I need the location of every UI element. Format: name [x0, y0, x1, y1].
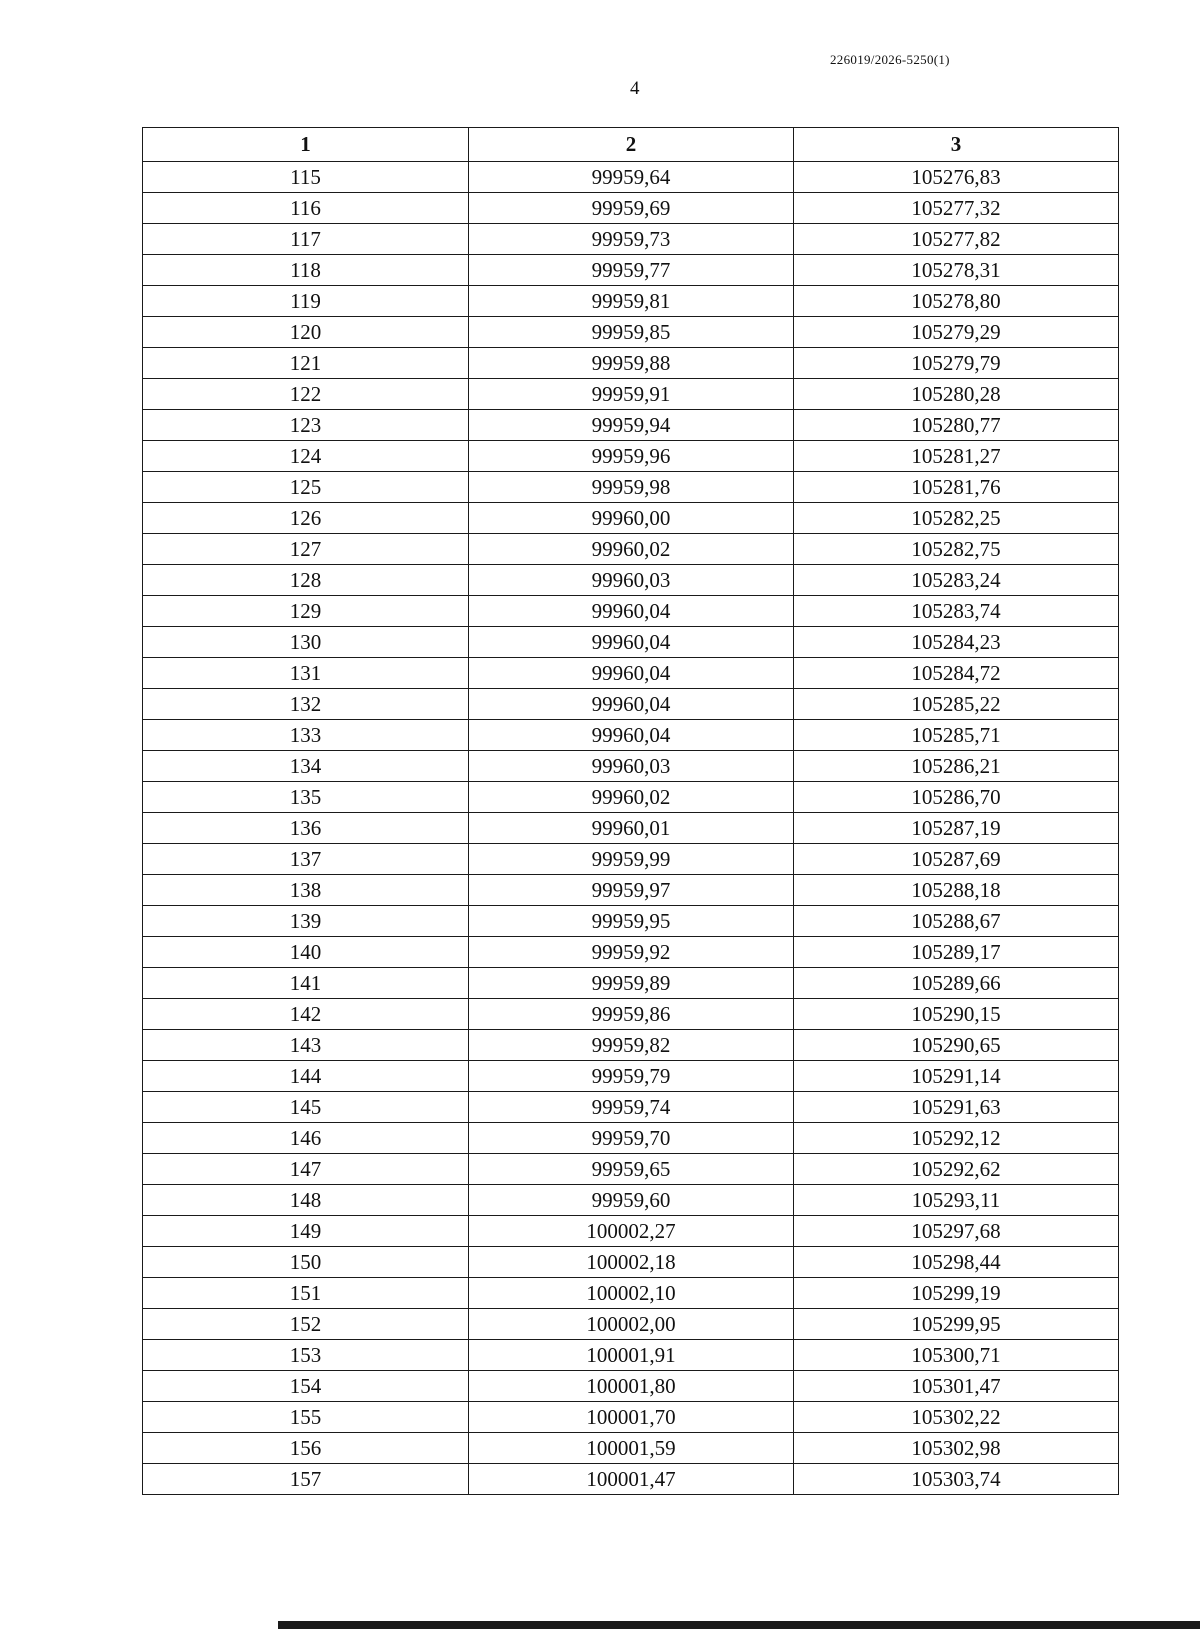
table-cell-col3: 105285,22: [794, 689, 1119, 720]
table-row: [143, 1061, 1119, 1092]
table-cell-col1: 150: [143, 1247, 469, 1278]
table-cell-col1: 125: [143, 472, 469, 503]
table-cell-col1: 146: [143, 1123, 469, 1154]
table-cell-col1: 130: [143, 627, 469, 658]
table-row: [143, 906, 1119, 937]
table-cell-col2: 99959,99: [469, 844, 794, 875]
table-cell-col2: 99960,01: [469, 813, 794, 844]
table-row: [143, 1154, 1119, 1185]
table-cell-col3: 105283,74: [794, 596, 1119, 627]
table-row: [143, 1030, 1119, 1061]
table-row: [143, 534, 1119, 565]
table-cell-col3: 105279,79: [794, 348, 1119, 379]
table-cell-col1: 131: [143, 658, 469, 689]
table-cell-col1: 126: [143, 503, 469, 534]
table-cell-col2: 100001,70: [469, 1402, 794, 1433]
table-cell-col2: 100001,91: [469, 1340, 794, 1371]
table-cell-col1: 148: [143, 1185, 469, 1216]
table-cell-col3: 105278,31: [794, 255, 1119, 286]
table-row: [143, 317, 1119, 348]
column-header-3: 3: [794, 128, 1119, 162]
table-cell-col3: 105299,95: [794, 1309, 1119, 1340]
scan-edge-bar: [278, 1621, 1200, 1629]
table-cell-col1: 118: [143, 255, 469, 286]
table-cell-col1: 122: [143, 379, 469, 410]
table-cell-col2: 100002,18: [469, 1247, 794, 1278]
table-cell-col3: 105278,80: [794, 286, 1119, 317]
table-row: [143, 596, 1119, 627]
table-cell-col3: 105282,25: [794, 503, 1119, 534]
table-cell-col2: 99959,92: [469, 937, 794, 968]
table-cell-col3: 105293,11: [794, 1185, 1119, 1216]
table-body: [143, 162, 1119, 1495]
table-cell-col2: 99959,89: [469, 968, 794, 999]
table-row: [143, 286, 1119, 317]
table-cell-col3: 105285,71: [794, 720, 1119, 751]
table-cell-col1: 117: [143, 224, 469, 255]
table-cell-col2: 99960,04: [469, 596, 794, 627]
column-header-2: 2: [469, 128, 794, 162]
table-row: [143, 720, 1119, 751]
table-cell-col2: 99960,02: [469, 782, 794, 813]
table-cell-col3: 105276,83: [794, 162, 1119, 193]
table-cell-col2: 99959,96: [469, 441, 794, 472]
table-row: [143, 1092, 1119, 1123]
table-cell-col2: 100002,10: [469, 1278, 794, 1309]
table-header-row: [143, 128, 1119, 162]
document-id: 226019/2026-5250(1): [830, 52, 950, 67]
table-row: [143, 1185, 1119, 1216]
table-cell-col2: 99960,04: [469, 627, 794, 658]
table-cell-col1: 123: [143, 410, 469, 441]
table-cell-col1: 141: [143, 968, 469, 999]
table-row: [143, 937, 1119, 968]
table-cell-col3: 105277,32: [794, 193, 1119, 224]
table-cell-col3: 105279,29: [794, 317, 1119, 348]
table-cell-col3: 105289,17: [794, 937, 1119, 968]
table-cell-col2: 99959,74: [469, 1092, 794, 1123]
table-cell-col3: 105299,19: [794, 1278, 1119, 1309]
table-cell-col2: 100001,47: [469, 1464, 794, 1495]
table-row: [143, 813, 1119, 844]
table-cell-col3: 105298,44: [794, 1247, 1119, 1278]
table-cell-col3: 105287,69: [794, 844, 1119, 875]
table-cell-col2: 99960,04: [469, 658, 794, 689]
table-cell-col2: 99960,03: [469, 751, 794, 782]
table-cell-col1: 136: [143, 813, 469, 844]
table-cell-col3: 105292,12: [794, 1123, 1119, 1154]
table-cell-col1: 152: [143, 1309, 469, 1340]
table-row: [143, 410, 1119, 441]
table-row: [143, 1123, 1119, 1154]
table-row: [143, 658, 1119, 689]
table-cell-col3: 105281,27: [794, 441, 1119, 472]
table-cell-col1: 127: [143, 534, 469, 565]
table-cell-col3: 105288,18: [794, 875, 1119, 906]
table-cell-col2: 100002,27: [469, 1216, 794, 1247]
table-cell-col1: 133: [143, 720, 469, 751]
table-row: [143, 968, 1119, 999]
table-cell-col1: 156: [143, 1433, 469, 1464]
table-row: [143, 224, 1119, 255]
table-cell-col2: 99959,60: [469, 1185, 794, 1216]
table-row: [143, 1278, 1119, 1309]
table-cell-col1: 121: [143, 348, 469, 379]
table-cell-col3: 105290,15: [794, 999, 1119, 1030]
table-cell-col3: 105287,19: [794, 813, 1119, 844]
table-cell-col2: 99959,95: [469, 906, 794, 937]
column-header-1: 1: [143, 128, 469, 162]
table-row: [143, 875, 1119, 906]
table-row: [143, 1247, 1119, 1278]
table-row: [143, 379, 1119, 410]
table-cell-col1: 135: [143, 782, 469, 813]
table-row: [143, 193, 1119, 224]
table-cell-col1: 147: [143, 1154, 469, 1185]
table-cell-col1: 155: [143, 1402, 469, 1433]
table-cell-col3: 105280,77: [794, 410, 1119, 441]
table-row: [143, 999, 1119, 1030]
table-cell-col2: 99959,82: [469, 1030, 794, 1061]
table-row: [143, 689, 1119, 720]
table-cell-col2: 100001,80: [469, 1371, 794, 1402]
table-row: [143, 503, 1119, 534]
table-cell-col2: 99959,88: [469, 348, 794, 379]
table-cell-col1: 120: [143, 317, 469, 348]
table-cell-col2: 99959,69: [469, 193, 794, 224]
table-cell-col2: 99959,73: [469, 224, 794, 255]
table-cell-col1: 129: [143, 596, 469, 627]
table-row: [143, 348, 1119, 379]
table-cell-col3: 105281,76: [794, 472, 1119, 503]
table-cell-col1: 149: [143, 1216, 469, 1247]
table-row: [143, 1216, 1119, 1247]
table-cell-col1: 140: [143, 937, 469, 968]
table-cell-col3: 105289,66: [794, 968, 1119, 999]
table-row: [143, 472, 1119, 503]
coordinates-table: [142, 127, 1119, 1495]
table-cell-col2: 99959,65: [469, 1154, 794, 1185]
table-cell-col1: 157: [143, 1464, 469, 1495]
table-row: [143, 1433, 1119, 1464]
table-row: [143, 565, 1119, 596]
table-cell-col2: 99959,98: [469, 472, 794, 503]
table-cell-col3: 105286,21: [794, 751, 1119, 782]
table-cell-col2: 100002,00: [469, 1309, 794, 1340]
table-row: [143, 1340, 1119, 1371]
table-cell-col2: 99959,91: [469, 379, 794, 410]
table-cell-col2: 99960,00: [469, 503, 794, 534]
table-row: [143, 751, 1119, 782]
table-cell-col1: 115: [143, 162, 469, 193]
table-cell-col3: 105282,75: [794, 534, 1119, 565]
table-row: [143, 844, 1119, 875]
table-cell-col3: 105291,14: [794, 1061, 1119, 1092]
table-cell-col3: 105303,74: [794, 1464, 1119, 1495]
table-cell-col1: 142: [143, 999, 469, 1030]
table-row: [143, 1371, 1119, 1402]
table-cell-col3: 105291,63: [794, 1092, 1119, 1123]
table-cell-col1: 154: [143, 1371, 469, 1402]
table-row: [143, 255, 1119, 286]
table-cell-col2: 99960,04: [469, 720, 794, 751]
table-cell-col1: 143: [143, 1030, 469, 1061]
table-cell-col3: 105302,22: [794, 1402, 1119, 1433]
table-cell-col1: 139: [143, 906, 469, 937]
table-cell-col3: 105302,98: [794, 1433, 1119, 1464]
table-cell-col3: 105286,70: [794, 782, 1119, 813]
table-cell-col3: 105284,72: [794, 658, 1119, 689]
table-row: [143, 1309, 1119, 1340]
table-cell-col3: 105301,47: [794, 1371, 1119, 1402]
table-row: [143, 441, 1119, 472]
table-cell-col1: 116: [143, 193, 469, 224]
table-cell-col1: 134: [143, 751, 469, 782]
table-cell-col1: 128: [143, 565, 469, 596]
table-cell-col3: 105288,67: [794, 906, 1119, 937]
table-cell-col3: 105283,24: [794, 565, 1119, 596]
table-cell-col2: 99960,04: [469, 689, 794, 720]
table-row: [143, 162, 1119, 193]
table-cell-col1: 144: [143, 1061, 469, 1092]
table-cell-col2: 100001,59: [469, 1433, 794, 1464]
table-cell-col2: 99959,70: [469, 1123, 794, 1154]
table-cell-col2: 99959,77: [469, 255, 794, 286]
table-cell-col2: 99959,94: [469, 410, 794, 441]
table-row: [143, 627, 1119, 658]
table-cell-col2: 99959,81: [469, 286, 794, 317]
table-cell-col1: 151: [143, 1278, 469, 1309]
table-row: [143, 1464, 1119, 1495]
table-cell-col2: 99959,64: [469, 162, 794, 193]
table-cell-col2: 99960,03: [469, 565, 794, 596]
table-cell-col2: 99959,97: [469, 875, 794, 906]
table-cell-col1: 145: [143, 1092, 469, 1123]
table-cell-col3: 105284,23: [794, 627, 1119, 658]
table-cell-col1: 124: [143, 441, 469, 472]
table-cell-col3: 105277,82: [794, 224, 1119, 255]
table-cell-col3: 105292,62: [794, 1154, 1119, 1185]
table-cell-col1: 153: [143, 1340, 469, 1371]
table-cell-col1: 137: [143, 844, 469, 875]
table-cell-col1: 119: [143, 286, 469, 317]
table-cell-col2: 99959,79: [469, 1061, 794, 1092]
table-cell-col2: 99959,85: [469, 317, 794, 348]
table-cell-col2: 99960,02: [469, 534, 794, 565]
table-cell-col1: 138: [143, 875, 469, 906]
table-row: [143, 782, 1119, 813]
table-cell-col3: 105280,28: [794, 379, 1119, 410]
table-cell-col2: 99959,86: [469, 999, 794, 1030]
table-cell-col3: 105300,71: [794, 1340, 1119, 1371]
table-cell-col3: 105290,65: [794, 1030, 1119, 1061]
page-number: 4: [630, 78, 640, 99]
table-cell-col3: 105297,68: [794, 1216, 1119, 1247]
table-row: [143, 1402, 1119, 1433]
table-cell-col1: 132: [143, 689, 469, 720]
